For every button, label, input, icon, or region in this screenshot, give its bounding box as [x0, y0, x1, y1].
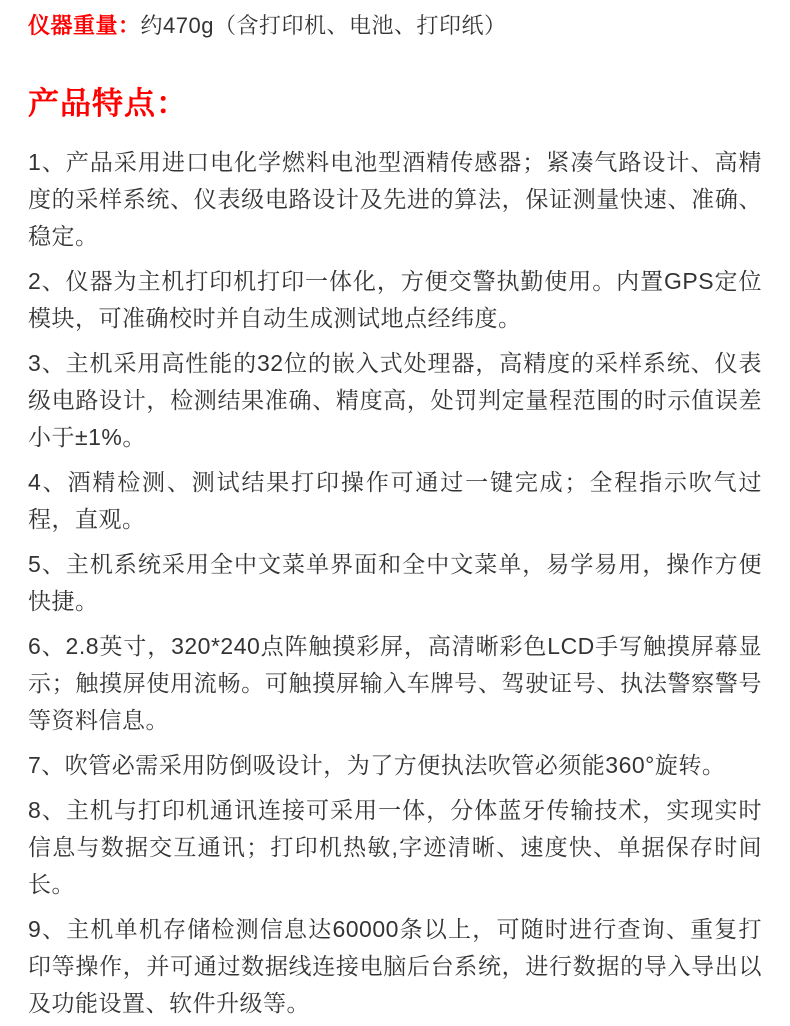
feature-item-8: 8、主机与打印机通讯连接可采用一体，分体蓝牙传输技术，实现实时信息与数据交互通讯；打印机热敏,字迹清晰、速度快、单据保存时间长。 — [28, 797, 762, 897]
feature-item-6: 6、2.8英寸，320*240点阵触摸彩屏，高清晰彩色LCD手写触摸屏幕显示；触摸屏使用流畅。可触摸屏输入车牌号、驾驶证号、执法警察警号等资料信息。 — [28, 633, 762, 733]
feature-item-3: 3、主机采用高性能的32位的嵌入式处理器，高精度的采样系统、仪表级电路设计，检测结果准确、精度高，处罚判定量程范围的时示值误差小于±1%。 — [28, 350, 762, 450]
feature-list — [28, 144, 762, 1022]
feature-item-4: 4、酒精检测、测试结果打印操作可通过一键完成；全程指示吹气过程，直观。 — [28, 469, 762, 532]
feature-item-5: 5、主机系统采用全中文菜单界面和全中文菜单，易学易用，操作方便快捷。 — [28, 551, 762, 614]
feature-item-9: 9、主机单机存储检测信息达60000条以上，可随时进行查询、重复打印等操作，并可通过数据线连接电脑后台系统，进行数据的导入导出以及功能设置、软件升级等。 — [28, 916, 762, 1016]
spec-weight-label: 仪器重量： — [28, 13, 141, 38]
spec-weight-value: 约470g（含打印机、电池、打印纸） — [140, 13, 507, 38]
spec-weight-line — [28, 10, 762, 42]
section-title: 产品特点： — [28, 86, 188, 121]
feature-item-1: 1、产品采用进口电化学燃料电池型酒精传感器；紧凑气路设计、高精度的采样系统、仪表级电路设计及先进的算法，保证测量快速、准确、稳定。 — [28, 149, 762, 249]
feature-item-2: 2、仪器为主机打印机打印一体化，方便交警执勤使用。内置GPS定位模块，可准确校时并自动生成测试地点经纬度。 — [28, 268, 762, 331]
feature-item-7: 7、吹管必需采用防倒吸设计，为了方便执法吹管必须能360°旋转。 — [28, 752, 726, 778]
